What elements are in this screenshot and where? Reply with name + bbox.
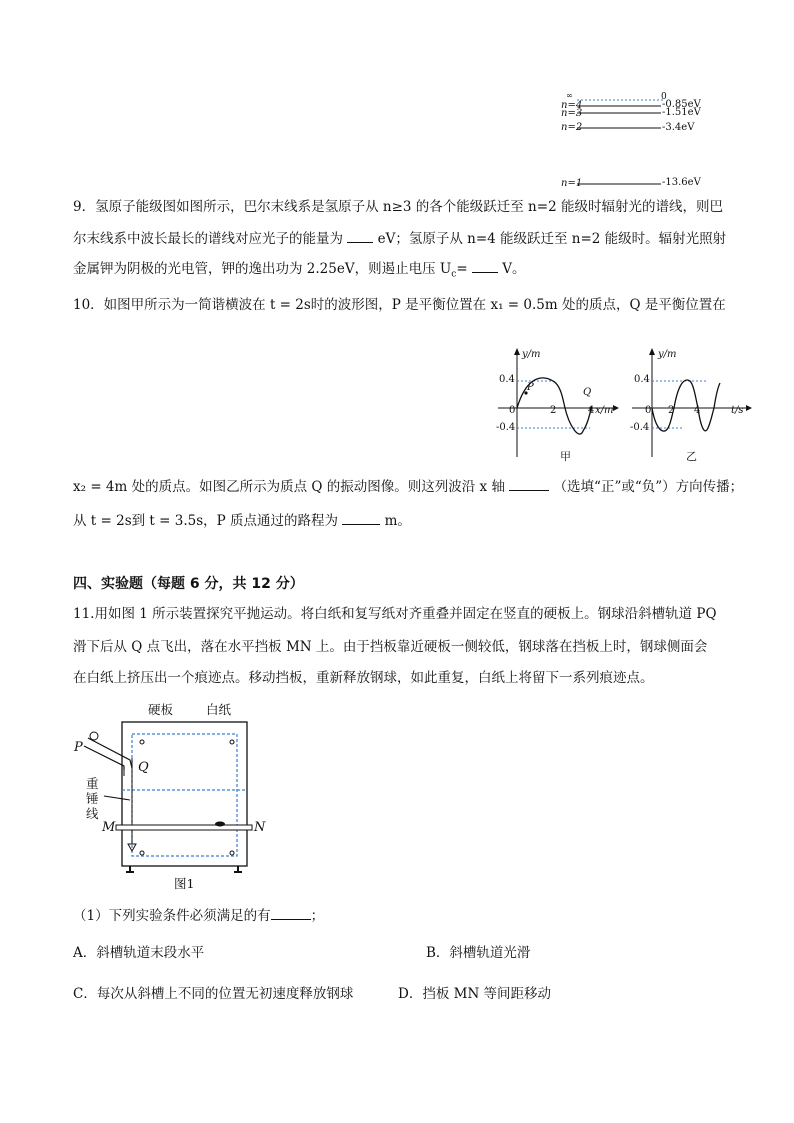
option-a[interactable]: A．斜槽轨道末段水平: [73, 945, 205, 961]
level-n-3: n=3: [561, 108, 583, 119]
wave-b-caption: 乙: [686, 450, 697, 463]
q10-line2-text-b: （选填“正”或“负”）方向传播；: [553, 479, 744, 495]
level-e-4: -0.85eV: [662, 99, 701, 110]
level-n-inf: ∞: [566, 91, 573, 100]
level-n-2: n=2: [561, 122, 583, 133]
apparatus-svg: [72, 698, 272, 898]
wave-b-curve: [652, 380, 720, 431]
white-paper: [132, 734, 237, 856]
pin-bottom-right: [230, 851, 234, 855]
q10-answer-blank-1[interactable]: [509, 476, 549, 491]
wave-b-tick-y-bottom: -0.4: [630, 422, 650, 433]
option-c[interactable]: C．每次从斜槽上不同的位置无初速度释放钢球: [73, 986, 354, 1002]
level-e-inf: 0: [661, 92, 667, 102]
section-heading: 四、实验题（每题 6 分，共 12 分）: [73, 576, 304, 592]
label-white-paper: 白纸: [206, 702, 232, 717]
pin-bottom-left: [140, 851, 144, 855]
ball-mark: [215, 822, 225, 827]
q11-sub-1: [73, 903, 324, 930]
q11-sub1-text: （1）下列实验条件必须满足的有: [73, 908, 271, 924]
baffle-mn: [116, 825, 252, 830]
vibration-graph-b: [628, 345, 753, 465]
apparatus-figure: [72, 698, 272, 898]
wave-b-tick-x-0: 0: [645, 405, 652, 416]
wave-b-tick-y-top: 0.4: [634, 374, 650, 385]
label-m: M: [102, 820, 116, 835]
wave-b-tick-x-4: 4: [694, 405, 701, 416]
q9-line-1: 9．氢原子能级图如图所示，巴尔末线系是氢原子从 n≥3 的各个能级跃迁至 n=2 能级时辐射光的谱线，则巴: [73, 199, 723, 215]
label-hard-board: 硬板: [148, 702, 174, 717]
wave-a-tick-x-2: 2: [550, 405, 557, 416]
q9-line3-text-c: V。: [502, 261, 526, 277]
level-n-1: n=1: [561, 178, 583, 189]
wave-b-tick-x-2: 2: [668, 405, 675, 416]
wave-b-xlabel: t/s: [731, 405, 744, 416]
level-e-3: -1.51eV: [662, 107, 701, 118]
pin-top-right: [230, 740, 234, 744]
chute-track: [84, 738, 132, 770]
q9-line-3: [73, 256, 525, 289]
q10-line2-text-a: x₂ = 4m 处的质点。如图乙所示为质点 Q 的振动图像。则这列波沿 x 轴: [73, 479, 505, 495]
option-d[interactable]: D．挡板 MN 等间距移动: [398, 986, 552, 1002]
level-n-4: n=4: [561, 100, 583, 111]
wave-a-tick-x-4: 4: [588, 405, 595, 416]
wave-a-tick-y-top: 0.4: [499, 374, 515, 385]
wave-b-y-arrow: [649, 348, 655, 355]
q11-line-3: 在白纸上挤压出一个痕迹点。移动挡板，重新释放钢球，如此重复，白纸上将留下一系列痕迹点。: [73, 670, 654, 686]
level-e-2: -3.4eV: [662, 122, 695, 133]
q10-line-1: 10．如图甲所示为一简谐横波在 t = 2s时的波形图，P 是平衡位置在 x₁ = 0.5m 处的质点，Q 是平衡位置在: [73, 297, 726, 313]
q9-line3-sub: c: [451, 269, 457, 280]
label-n: N: [254, 820, 266, 835]
q9-line2-text-a: 尔末线系中波长最长的谱线对应光子的能量为: [73, 231, 343, 247]
q10-line3-text-b: m。: [384, 513, 411, 529]
q11-line-2: 滑下后从 Q 点飞出，落在水平挡板 MN 上。由于挡板靠近硬板一侧较低，钢球落在挡板上时，钢球侧面会: [73, 639, 708, 655]
wave-a-label-p: P: [527, 382, 534, 393]
wave-a-caption: 甲: [560, 450, 571, 463]
q11-line-1: 11.用如图 1 所示装置探究平抛运动。将白纸和复写纸对齐重叠并固定在竖直的硬板上。钢球沿斜槽轨道 PQ: [73, 606, 717, 622]
q9-answer-blank-1[interactable]: [347, 228, 373, 243]
q11-answer-blank-1[interactable]: [271, 905, 311, 920]
wave-a-y-arrow: [514, 348, 520, 355]
figure-caption: 图1: [174, 876, 195, 891]
wave-a-tick-x-0: 0: [509, 405, 516, 416]
q9-line2-text-b: eV；氢原子从 n=4 能级跃迁至 n=2 能级时。辐射光照射: [377, 231, 727, 247]
wave-a-tick-y-bottom: -0.4: [496, 422, 516, 433]
q10-line3-text-a: 从 t = 2s到 t = 3.5s，P 质点通过的路程为: [73, 513, 339, 529]
steel-ball: [90, 732, 98, 740]
q9-answer-blank-2[interactable]: [472, 258, 498, 273]
pin-top-left: [140, 740, 144, 744]
wave-a-label-q: Q: [583, 387, 592, 398]
wave-graph-a: [495, 345, 620, 465]
q10-answer-blank-2[interactable]: [342, 510, 380, 525]
wave-a-xlabel: x/m: [595, 405, 614, 416]
wave-a-ylabel: y/m: [522, 349, 541, 360]
q9-line3-text-a: 金属钾为阴极的光电管，钾的逸出功为 2.25eV，则遏止电压 U: [73, 261, 452, 277]
plumb-label-pointer: [104, 796, 130, 800]
q10-line-3: [73, 508, 411, 535]
wave-b-ylabel: y/m: [658, 349, 677, 360]
label-p: P: [74, 740, 83, 755]
label-q: Q: [138, 760, 149, 775]
q9-line3-text-b: =: [456, 261, 468, 277]
wave-b-x-arrow: [746, 405, 752, 411]
q11-sub1-end: ；: [310, 908, 325, 924]
label-plumb-3: 线: [86, 806, 99, 821]
label-plumb-1: 重: [86, 776, 99, 791]
wave-a-x-arrow: [613, 405, 619, 411]
level-e-1: -13.6eV: [662, 177, 701, 188]
q9-line-2: [73, 226, 726, 253]
label-plumb-2: 锤: [86, 791, 99, 806]
energy-level-diagram: [555, 92, 715, 194]
option-b[interactable]: B．斜槽轨道光滑: [426, 945, 531, 961]
q10-line-2: [73, 474, 743, 501]
